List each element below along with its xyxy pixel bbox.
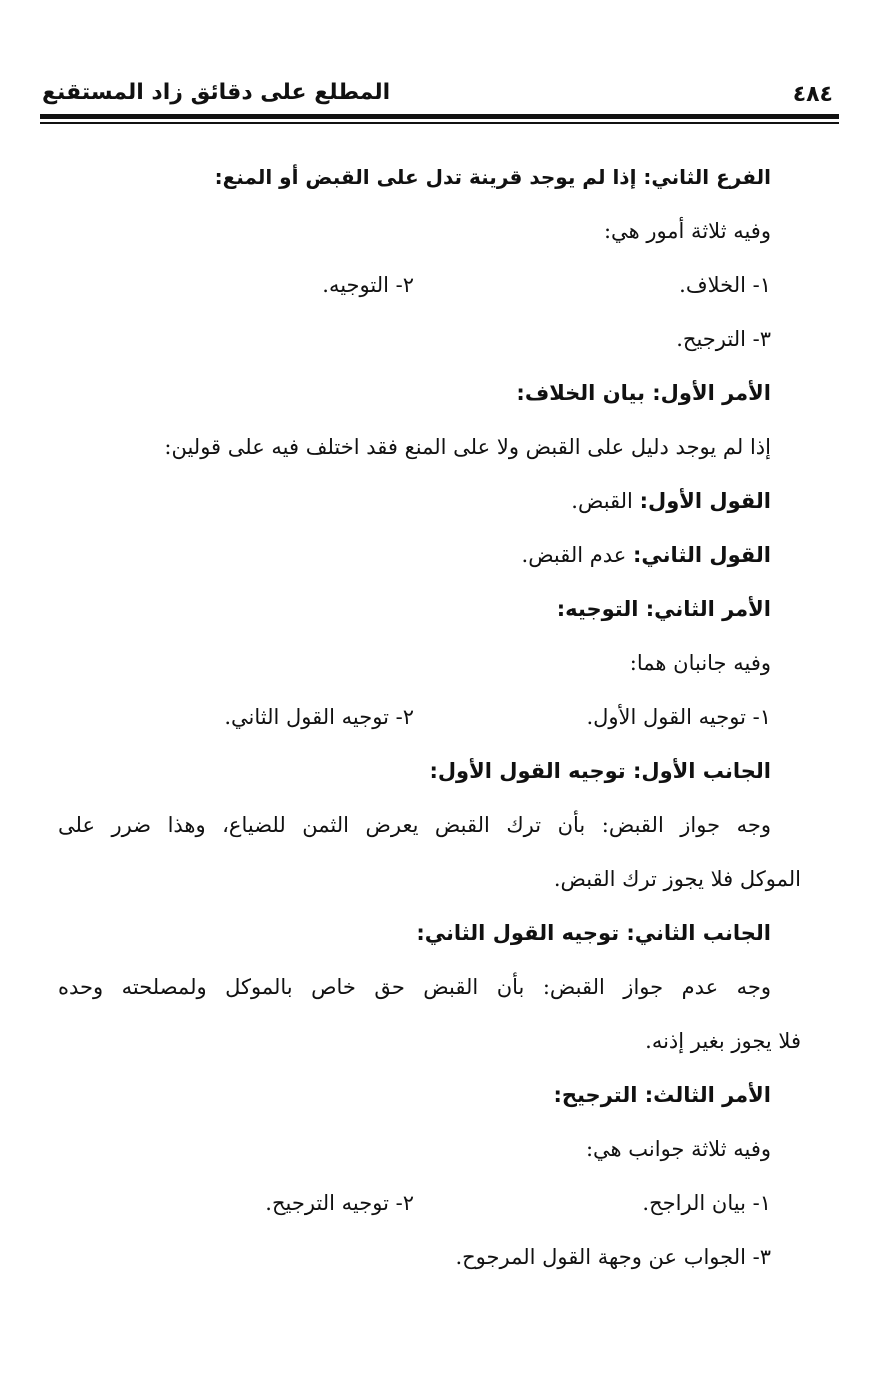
intro-line: وفيه ثلاثة جوانب هي: bbox=[585, 1137, 771, 1161]
book-title: المطلع على دقائق زاد المستقنع bbox=[42, 80, 391, 105]
running-header bbox=[40, 78, 839, 112]
list-item: ١- الخلاف. bbox=[679, 273, 771, 297]
paragraph-line: إذا لم يوجد دليل على القبض ولا على المنع فقد اختلف فيه على قولين: bbox=[164, 435, 771, 459]
section-heading: الجانب الثاني: توجيه القول الثاني: bbox=[416, 921, 771, 945]
paragraph-line: وجه جواز القبض: بأن ترك القبض يعرض الثمن للضياع، وهذا ضرر على bbox=[58, 813, 771, 837]
header-rule-thick bbox=[40, 114, 839, 119]
paragraph-line: الموكل فلا يجوز ترك القبض. bbox=[553, 867, 801, 891]
paragraph-line: وجه عدم جواز القبض: بأن القبض حق خاص بالموكل ولمصلحته وحده bbox=[58, 975, 771, 999]
opinion-text: عدم القبض. bbox=[521, 543, 627, 567]
paragraph-line: فلا يجوز بغير إذنه. bbox=[645, 1029, 801, 1053]
intro-line: وفيه جانبان هما: bbox=[629, 651, 771, 675]
page-number: ٤٨٤ bbox=[792, 82, 833, 107]
opinion-line bbox=[571, 484, 771, 518]
opinion-label: القول الثاني: bbox=[633, 543, 771, 567]
branch-heading: الفرع الثاني: إذا لم يوجد قرينة تدل على القبض أو المنع: bbox=[214, 165, 771, 189]
list-item: ١- بيان الراجح. bbox=[642, 1191, 771, 1215]
list-item: ٣- الجواب عن وجهة القول المرجوح. bbox=[455, 1245, 771, 1269]
list-item: ٢- توجيه الترجيح. bbox=[265, 1191, 414, 1215]
opinion-label: القول الأول: bbox=[639, 489, 771, 513]
list-item: ٢- توجيه القول الثاني. bbox=[224, 705, 414, 729]
header-rule-thin bbox=[40, 122, 839, 124]
intro-line: وفيه ثلاثة أمور هي: bbox=[603, 219, 771, 243]
list-item: ٣- الترجيح. bbox=[676, 327, 771, 351]
list-item: ٢- التوجيه. bbox=[322, 273, 414, 297]
list-item: ١- توجيه القول الأول. bbox=[586, 705, 771, 729]
opinion-text: القبض. bbox=[571, 489, 633, 513]
opinion-line bbox=[522, 538, 771, 572]
section-heading: الجانب الأول: توجيه القول الأول: bbox=[429, 759, 771, 783]
section-heading: الأمر الأول: بيان الخلاف: bbox=[516, 381, 771, 405]
section-heading: الأمر الثاني: التوجيه: bbox=[556, 597, 771, 621]
section-heading: الأمر الثالث: الترجيح: bbox=[553, 1083, 771, 1107]
